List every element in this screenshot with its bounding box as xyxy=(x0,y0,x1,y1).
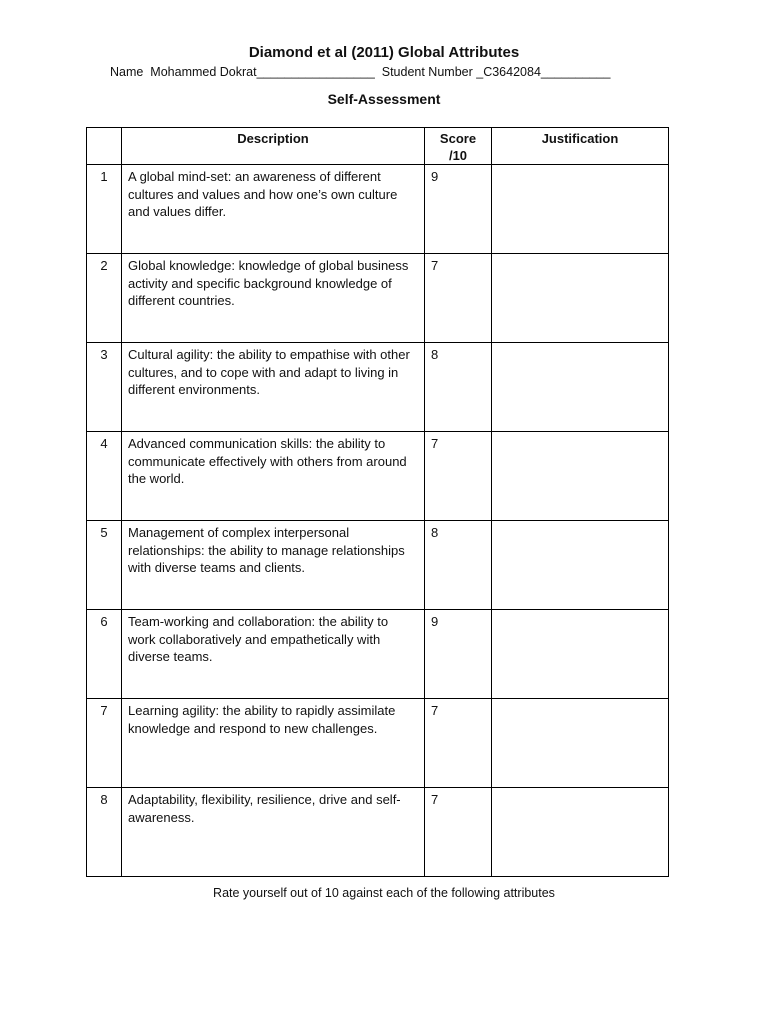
row-description: Adaptability, flexibility, resilience, drive and self-awareness. xyxy=(122,788,425,877)
row-justification[interactable] xyxy=(492,521,669,610)
student-number-label: Student Number xyxy=(381,65,473,79)
row-number: 3 xyxy=(87,343,122,432)
row-score[interactable]: 8 xyxy=(425,343,492,432)
table-row xyxy=(87,343,669,432)
row-number: 1 xyxy=(87,165,122,254)
row-number: 5 xyxy=(87,521,122,610)
row-justification[interactable] xyxy=(492,254,669,343)
name-line xyxy=(110,65,610,79)
document-title: Diamond et al (2011) Global Attributes xyxy=(248,44,520,61)
row-number: 6 xyxy=(87,610,122,699)
row-number: 8 xyxy=(87,788,122,877)
name-label: Name xyxy=(110,65,144,79)
header-score xyxy=(425,128,492,165)
table-row xyxy=(87,432,669,521)
row-score[interactable]: 9 xyxy=(425,610,492,699)
row-score[interactable]: 9 xyxy=(425,165,492,254)
table-row xyxy=(87,699,669,788)
instruction-footer: Rate yourself out of 10 against each of the following attributes xyxy=(213,886,555,900)
row-justification[interactable] xyxy=(492,610,669,699)
row-justification[interactable] xyxy=(492,699,669,788)
row-justification[interactable] xyxy=(492,788,669,877)
table-row xyxy=(87,165,669,254)
row-description: A global mind-set: an awareness of different cultures and values and how one’s own culture and values differ. xyxy=(122,165,425,254)
row-number: 2 xyxy=(87,254,122,343)
row-justification[interactable] xyxy=(492,343,669,432)
row-score[interactable]: 7 xyxy=(425,254,492,343)
document-subtitle: Self-Assessment xyxy=(327,91,441,107)
row-score[interactable]: 7 xyxy=(425,788,492,877)
row-description: Advanced communication skills: the ability to communicate effectively with others from around the world. xyxy=(122,432,425,521)
table-row xyxy=(87,610,669,699)
header-description: Description xyxy=(122,128,425,165)
row-description: Cultural agility: the ability to empathise with other cultures, and to cope with and adapt to living in different environments. xyxy=(122,343,425,432)
row-description: Global knowledge: knowledge of global business activity and specific background knowledge of different countries. xyxy=(122,254,425,343)
header-score-label: Score xyxy=(439,131,477,146)
table-row xyxy=(87,254,669,343)
table-row xyxy=(87,521,669,610)
row-description: Team-working and collaboration: the ability to work collaboratively and empathetically with diverse teams. xyxy=(122,610,425,699)
header-justification: Justification xyxy=(492,128,669,165)
student-number-value: _C3642084__________ xyxy=(476,65,611,79)
row-score[interactable]: 7 xyxy=(425,432,492,521)
header-score-max: /10 xyxy=(448,148,468,163)
row-description: Learning agility: the ability to rapidly assimilate knowledge and respond to new challenges. xyxy=(122,699,425,788)
row-score[interactable]: 8 xyxy=(425,521,492,610)
row-number: 7 xyxy=(87,699,122,788)
row-score[interactable]: 7 xyxy=(425,699,492,788)
row-justification[interactable] xyxy=(492,432,669,521)
row-description: Management of complex interpersonal relationships: the ability to manage relationships with diverse teams and clients. xyxy=(122,521,425,610)
header-number xyxy=(87,128,122,165)
name-value: Mohammed Dokrat_________________ xyxy=(150,65,375,79)
row-justification[interactable] xyxy=(492,165,669,254)
row-number: 4 xyxy=(87,432,122,521)
table-header-row xyxy=(87,128,669,165)
table-row xyxy=(87,788,669,877)
self-assessment-table xyxy=(86,127,669,877)
